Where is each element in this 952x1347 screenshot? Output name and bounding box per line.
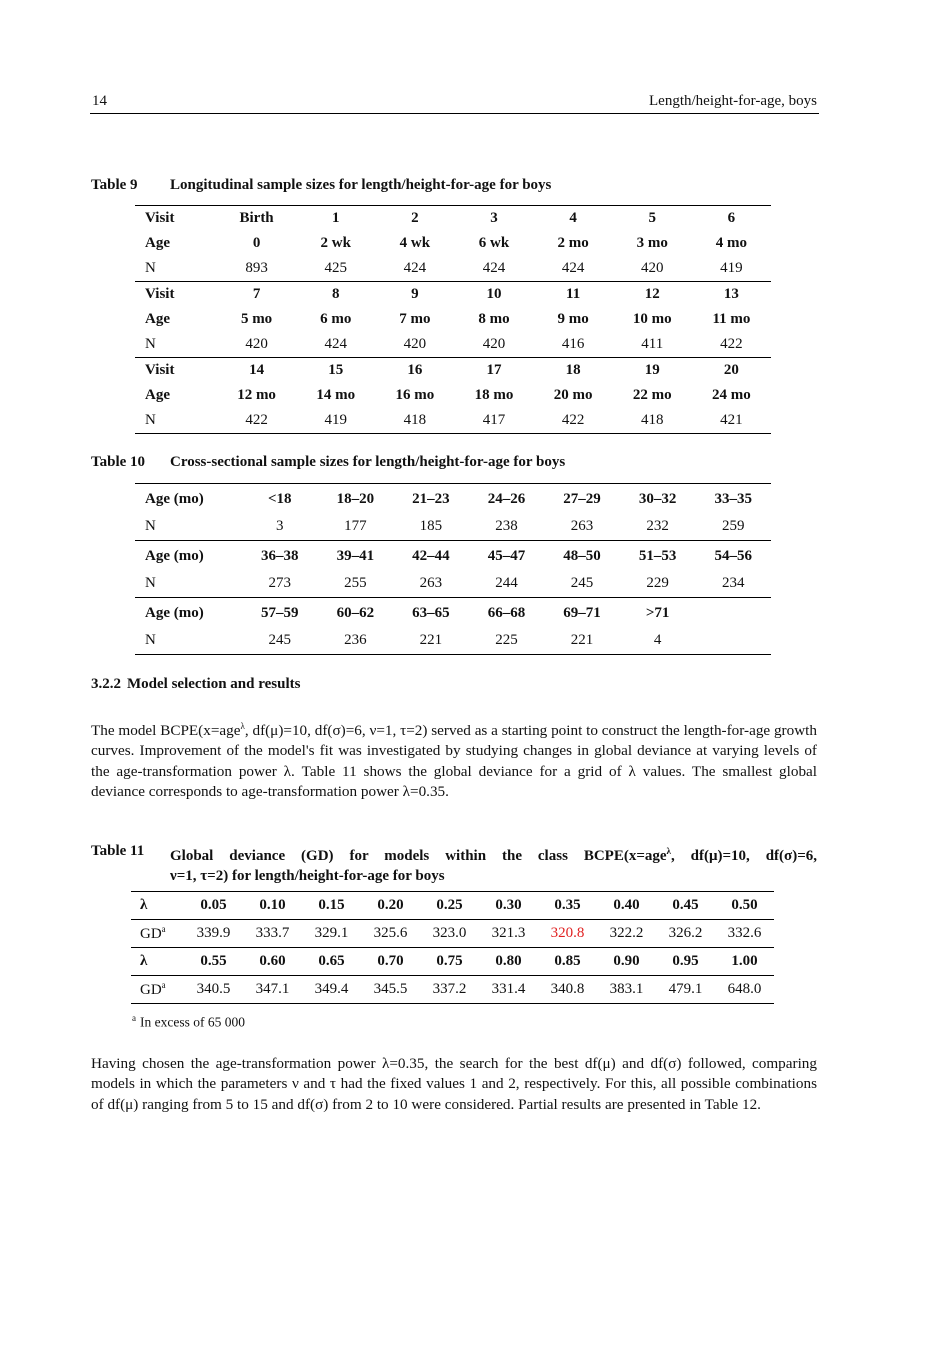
row-label: Age (mo) <box>135 541 242 571</box>
row-label: N <box>135 408 217 434</box>
cell: 325.6 <box>361 920 420 948</box>
table10-n-row <box>135 570 771 598</box>
row-label: Visit <box>135 358 217 384</box>
cell: 417 <box>454 408 533 434</box>
row-label: Age (mo) <box>135 598 242 628</box>
superscript: λ <box>240 721 245 731</box>
cell: 347.1 <box>243 976 302 1004</box>
cell: 323.0 <box>420 920 479 948</box>
paragraph-text: , df(μ)=10, df(σ)=6, ν=1, τ=2) served as a starting point to construct the length-for-age growth curves. Improvement of the model's fit was investigated by studying changes in global deviance at varying levels of the age-transformation power λ. Table 11 shows the global deviance for a grid of λ values. The smallest global deviance corresponds to age-transformation power λ=0.35. <box>91 722 817 800</box>
cell: 4 wk <box>399 235 431 251</box>
row-label: Age <box>145 311 170 327</box>
cell: 420 <box>641 260 664 276</box>
cell: 419 <box>296 408 375 434</box>
row-label <box>131 976 184 1004</box>
cell: 177 <box>344 518 367 534</box>
cell: 340.5 <box>184 976 243 1004</box>
table10-age-row <box>135 598 771 628</box>
cell: 0.30 <box>479 892 538 920</box>
cell: 345.5 <box>361 976 420 1004</box>
section-heading <box>91 676 300 693</box>
table10-title: Cross-sectional sample sizes for length/height-for-age for boys <box>170 454 566 470</box>
table9-visit-row <box>135 358 771 384</box>
cell: 18 <box>534 358 613 384</box>
cell: 66–68 <box>469 598 545 628</box>
table9-n-row <box>135 332 771 358</box>
cell: 63–65 <box>393 598 469 628</box>
superscript: λ <box>666 846 671 856</box>
cell: 24–26 <box>469 484 545 514</box>
cell: 8 <box>296 282 375 308</box>
gd-label: GD <box>140 926 162 942</box>
cell: 6 wk <box>478 235 510 251</box>
cell: 69–71 <box>544 598 620 628</box>
cell: 20 <box>692 358 771 384</box>
row-label: N <box>135 627 242 655</box>
cell: 48–50 <box>544 541 620 571</box>
cell: 15 <box>296 358 375 384</box>
cell: 3 <box>454 206 533 232</box>
cell: 12 mo <box>237 387 276 403</box>
table9-title: Longitudinal sample sizes for length/height-for-age for boys <box>170 177 552 193</box>
cell: 0.10 <box>243 892 302 920</box>
cell: 24 mo <box>712 387 751 403</box>
cell: 5 mo <box>240 311 273 327</box>
cell: 0.75 <box>420 948 479 976</box>
cell: 329.1 <box>302 920 361 948</box>
cell: 16 mo <box>395 387 435 403</box>
cell: 185 <box>419 518 443 534</box>
cell: 1.00 <box>715 948 774 976</box>
cell: 17 <box>454 358 533 384</box>
cell: 0.25 <box>420 892 479 920</box>
cell: 245 <box>242 627 318 655</box>
cell: 259 <box>721 518 745 534</box>
body-paragraph <box>91 716 817 802</box>
cell: 11 <box>534 282 613 308</box>
cell: 321.3 <box>479 920 538 948</box>
cell: 339.9 <box>184 920 243 948</box>
cell: 232 <box>646 518 669 534</box>
table10 <box>135 483 771 655</box>
table11 <box>131 891 774 1004</box>
table9-n-row <box>135 256 771 282</box>
cell: 238 <box>495 518 518 534</box>
cell: 349.4 <box>302 976 361 1004</box>
cell: 221 <box>393 627 469 655</box>
cell: 1 <box>296 206 375 232</box>
body-paragraph: Having chosen the age-transformation power λ=0.35, the search for the best df(μ) and df(σ) followed, comparing models in which the parameters ν and τ had the fixed values 1 and 2, respectively. For this, all possible combinations of df(μ) ranging from 5 to 15 and df(σ) from 2 to 10 were considered. Partial results are presented in Table 12. <box>91 1055 817 1113</box>
cell: 422 <box>217 408 296 434</box>
cell: 229 <box>646 575 669 591</box>
cell: 42–44 <box>393 541 469 571</box>
section-title: Model selection and results <box>127 676 301 692</box>
cell: 0.90 <box>597 948 656 976</box>
cell: 0.15 <box>302 892 361 920</box>
cell: 19 <box>613 358 692 384</box>
table9-caption <box>91 177 551 194</box>
cell: 0.60 <box>243 948 302 976</box>
cell: 0.35 <box>538 892 597 920</box>
cell: 16 <box>375 358 454 384</box>
cell: 10 <box>454 282 533 308</box>
cell: 60–62 <box>318 598 394 628</box>
cell: 54–56 <box>695 541 771 571</box>
cell: 425 <box>324 260 347 276</box>
row-label <box>131 920 184 948</box>
cell <box>695 627 771 655</box>
table11-lambda-row <box>131 892 774 920</box>
table10-label: Table 10 <box>91 454 146 470</box>
table9-age-row <box>135 383 771 408</box>
footnote-marker: a <box>132 1013 136 1023</box>
cell: 18 mo <box>474 387 514 403</box>
table10-n-row <box>135 627 771 655</box>
table11-caption <box>91 841 817 886</box>
cell: 3 <box>276 518 284 534</box>
table9-visit-row <box>135 282 771 308</box>
cell: 0.50 <box>715 892 774 920</box>
cell: 333.7 <box>243 920 302 948</box>
row-label: λ <box>131 948 184 976</box>
footnote-text: In excess of 65 000 <box>140 1014 245 1030</box>
cell: 3 mo <box>636 235 668 251</box>
cell: 340.8 <box>538 976 597 1004</box>
cell: 22 mo <box>632 387 672 403</box>
cell: 0.20 <box>361 892 420 920</box>
row-label: Age (mo) <box>135 484 242 514</box>
cell: 6 <box>692 206 771 232</box>
cell: 20 mo <box>553 387 593 403</box>
cell: 0.70 <box>361 948 420 976</box>
cell: 6 mo <box>320 311 352 327</box>
cell: 421 <box>692 408 771 434</box>
cell: 245 <box>570 575 594 591</box>
cell: 0.05 <box>184 892 243 920</box>
cell: 422 <box>720 336 743 352</box>
table10-caption <box>91 454 565 471</box>
paragraph-text: The model BCPE(x=age <box>91 722 241 740</box>
cell: 263 <box>570 518 594 534</box>
cell: <18 <box>242 484 318 514</box>
table10-age-row <box>135 484 771 514</box>
cell: 14 mo <box>316 387 356 403</box>
cell: 337.2 <box>420 976 479 1004</box>
cell: 2 wk <box>320 235 351 251</box>
cell: 10 mo <box>632 311 672 327</box>
table9-age-row <box>135 307 771 332</box>
table9-label: Table 9 <box>91 177 138 193</box>
cell: Birth <box>217 206 296 232</box>
cell: 2 mo <box>557 235 589 251</box>
cell: 36–38 <box>242 541 318 571</box>
row-label: N <box>145 260 156 276</box>
cell: 273 <box>268 575 292 591</box>
row-label: Visit <box>135 282 217 308</box>
cell: 2 <box>375 206 454 232</box>
cell: 18–20 <box>318 484 394 514</box>
cell: >71 <box>620 598 696 628</box>
table11-gd-row <box>131 920 774 948</box>
cell: 39–41 <box>318 541 394 571</box>
cell: 893 <box>245 260 268 276</box>
gd-label: GD <box>140 982 162 998</box>
cell: 236 <box>318 627 394 655</box>
cell: 424 <box>403 260 427 276</box>
cell: 0.55 <box>184 948 243 976</box>
cell: 4 <box>534 206 613 232</box>
table9-age-row <box>135 231 771 256</box>
table10-age-row <box>135 541 771 571</box>
table9-visit-row <box>135 206 771 232</box>
cell: 21–23 <box>393 484 469 514</box>
cell: 33–35 <box>695 484 771 514</box>
cell: 8 mo <box>478 311 510 327</box>
running-title: Length/height-for-age, boys <box>649 93 817 109</box>
cell: 331.4 <box>479 976 538 1004</box>
cell: 479.1 <box>656 976 715 1004</box>
cell: 0.45 <box>656 892 715 920</box>
cell: 45–47 <box>469 541 545 571</box>
row-label: λ <box>131 892 184 920</box>
cell: 411 <box>641 336 664 352</box>
cell: 648.0 <box>715 976 774 1004</box>
row-label: Age <box>145 387 170 403</box>
row-label: N <box>145 575 156 591</box>
cell: 420 <box>245 336 268 352</box>
cell: 27–29 <box>544 484 620 514</box>
cell: 418 <box>375 408 454 434</box>
cell: 7 <box>217 282 296 308</box>
cell: 416 <box>561 336 585 352</box>
cell: 14 <box>217 358 296 384</box>
table9-n-row <box>135 408 771 434</box>
cell: 0.80 <box>479 948 538 976</box>
cell: 30–32 <box>620 484 696 514</box>
cell: 0.65 <box>302 948 361 976</box>
table11-title-text: , df(μ)=10, df(σ)=6, <box>670 848 817 864</box>
cell: 234 <box>721 575 745 591</box>
cell: 424 <box>482 260 506 276</box>
cell: 13 <box>692 282 771 308</box>
cell: 419 <box>720 260 743 276</box>
cell: 263 <box>419 575 443 591</box>
table11-title-text: Global deviance (GD) for models within the class BCPE(x=age <box>170 848 667 864</box>
cell: 5 <box>613 206 692 232</box>
table11-title-line2: ν=1, τ=2) for length/height-for-age for boys <box>170 868 445 884</box>
row-label: Visit <box>135 206 217 232</box>
cell: 322.2 <box>597 920 656 948</box>
row-label: N <box>145 336 156 352</box>
table10-n-row <box>135 513 771 541</box>
footnote-marker: a <box>161 980 166 990</box>
cell: 383.1 <box>597 976 656 1004</box>
cell: 4 <box>620 627 696 655</box>
page-number: 14 <box>92 93 107 109</box>
table11-label: Table 11 <box>91 843 145 859</box>
min-deviance-cell: 320.8 <box>538 920 597 948</box>
cell: 424 <box>324 336 347 352</box>
cell: 424 <box>561 260 585 276</box>
cell <box>695 598 771 628</box>
table11-lambda-row <box>131 948 774 976</box>
cell: 326.2 <box>656 920 715 948</box>
table11-footnote <box>132 1013 245 1031</box>
cell: 7 mo <box>399 311 431 327</box>
cell: 255 <box>344 575 367 591</box>
table11-gd-row <box>131 976 774 1004</box>
cell: 12 <box>613 282 692 308</box>
footnote-marker: a <box>161 924 166 934</box>
cell: 0.40 <box>597 892 656 920</box>
cell: 0.85 <box>538 948 597 976</box>
cell: 420 <box>403 336 427 352</box>
cell: 244 <box>495 575 518 591</box>
row-label: Age <box>145 235 170 251</box>
cell: 11 mo <box>712 311 751 327</box>
cell: 0.95 <box>656 948 715 976</box>
cell: 57–59 <box>242 598 318 628</box>
cell: 420 <box>482 336 506 352</box>
cell: 422 <box>534 408 613 434</box>
table11-title-line1 <box>170 841 817 866</box>
cell: 332.6 <box>715 920 774 948</box>
cell: 4 mo <box>715 235 748 251</box>
section-number: 3.2.2 <box>91 676 121 692</box>
table9 <box>135 205 771 434</box>
cell: 51–53 <box>620 541 696 571</box>
page-header <box>90 92 819 114</box>
cell: 9 mo <box>557 311 589 327</box>
cell: 221 <box>544 627 620 655</box>
cell: 418 <box>613 408 692 434</box>
cell: 9 <box>375 282 454 308</box>
cell: 0 <box>252 235 261 251</box>
cell: 225 <box>469 627 545 655</box>
row-label: N <box>145 518 156 534</box>
